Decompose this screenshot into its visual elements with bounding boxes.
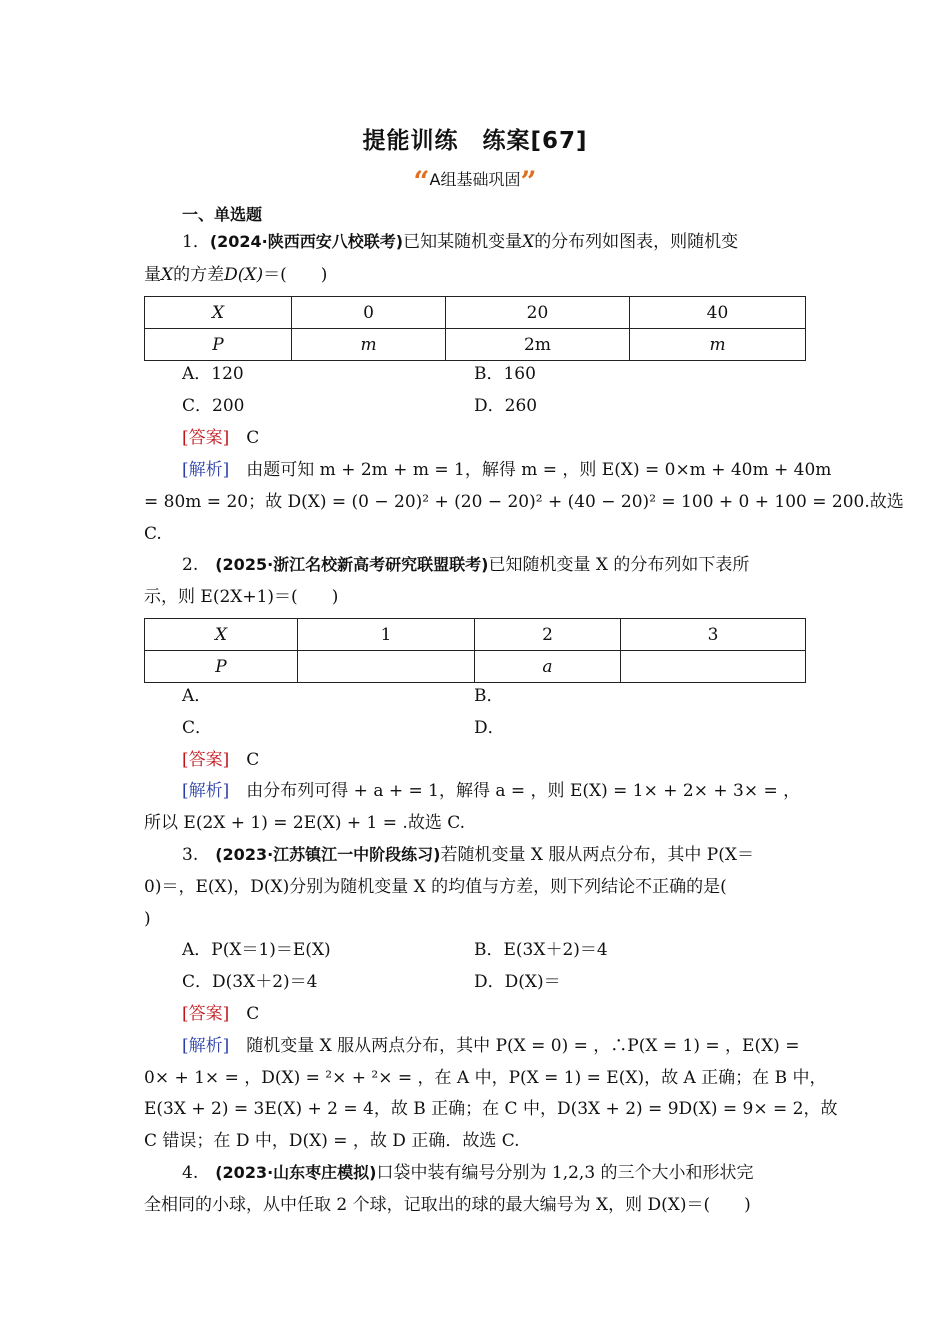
table-cell (145, 619, 298, 651)
table-cell (630, 329, 806, 361)
q3-number: 3. (182, 845, 199, 865)
q3-stem-line3: ) (144, 909, 151, 929)
q1-option-c: C．200 (182, 396, 245, 416)
q3-analysis-line4: C 错误；在 D 中，D(X) = ，故 D 正确．故选 C. (144, 1131, 520, 1151)
table-cell (145, 329, 292, 361)
q3-option-d: D．D(X)＝ (474, 972, 561, 992)
group-label: A组基础巩固 (429, 170, 521, 189)
q1-stem-line2-text: 量 (144, 265, 161, 285)
q3-stem-line1 (182, 844, 754, 866)
table-cell (298, 651, 475, 683)
q1-option-b: B．160 (474, 364, 536, 384)
q1-stem-e: ＝( ) (263, 265, 328, 285)
answer-value: C (246, 428, 260, 448)
q2-number: 2. (182, 555, 199, 575)
q2-stem-a: 已知随机变量 X 的分布列如下表所 (488, 555, 750, 575)
answer-label: [答案] (182, 1004, 230, 1024)
analysis-text: 随机变量 X 服从两点分布，其中 P(X = 0) = ，∴P(X = 1) = ，E(X) = (246, 1036, 800, 1056)
q1-source: (2024·陕西西安八校联考) (209, 232, 404, 251)
q2-stem-line1 (182, 554, 749, 576)
cell-text: P (215, 656, 227, 677)
table-cell (292, 329, 446, 361)
q2-option-a: A． (182, 686, 212, 706)
q4-stem-line2: 全相同的小球，从中任取 2 个球，记取出的球的最大编号为 X，则 D(X)＝( ) (144, 1195, 751, 1215)
q3-source: (2023·江苏镇江一中阶段练习) (215, 845, 441, 864)
q1-option-d: D．260 (474, 396, 538, 416)
analysis-text: 由分布列可得 + a + = 1，解得 a = ，则 E(X) = 1× + 2× + 3× = ， (246, 781, 801, 801)
group-heading (0, 165, 950, 198)
cell-text: m (709, 334, 726, 355)
q1-stem-line1 (182, 231, 738, 253)
table-cell: 20 (446, 297, 630, 329)
analysis-label: [解析] (182, 1036, 230, 1056)
table-row (145, 651, 806, 683)
q1-option-a: A．120 (182, 364, 244, 384)
q3-option-c: C．D(3X＋2)＝4 (182, 972, 318, 992)
answer-label: [答案] (182, 428, 230, 448)
analysis-label: [解析] (182, 460, 230, 480)
cell-text: X (211, 302, 225, 323)
q3-analysis-line1 (182, 1035, 799, 1057)
analysis-text: 由题可知 m + 2m + m = 1，解得 m = ，则 E(X) = 0×m + 40m + 40m (246, 460, 832, 480)
q4-stem-a: 口袋中装有编号分别为 1,2,3 的三个大小和形状完 (376, 1163, 754, 1183)
table-cell: 2 (475, 619, 621, 651)
q2-answer (182, 749, 259, 771)
q4-stem-line1 (182, 1162, 754, 1184)
q1-analysis-line3: C. (144, 524, 162, 544)
table-cell: 1 (298, 619, 475, 651)
q2-option-c: C． (182, 718, 213, 738)
q4-number: 4. (182, 1163, 199, 1183)
section-heading: 一、单选题 (182, 205, 263, 224)
table-row (145, 329, 806, 361)
table-cell: 2m (446, 329, 630, 361)
q3-stem-a: 若随机变量 X 服从两点分布，其中 P(X＝ (440, 845, 754, 865)
page-title: 提能训练 练案[67] (362, 128, 588, 154)
cell-text: m (360, 334, 377, 355)
q1-stem-b: 的分布列如图表，则随机变 (534, 232, 739, 252)
q1-distribution-table (144, 296, 806, 361)
table-cell (621, 651, 806, 683)
q1-analysis-line1 (182, 459, 831, 481)
q3-analysis-line2: 0× + 1× = ，D(X) = ²× + ²× = ，在 A 中，P(X = 1) = E(X)，故 A 正确；在 B 中， (144, 1068, 827, 1088)
table-cell: 0 (292, 297, 446, 329)
table-row (145, 297, 806, 329)
q1-stem-c: 的方差 (173, 265, 225, 285)
answer-value: C (246, 1004, 260, 1024)
q1-answer (182, 427, 259, 449)
q2-analysis-line2: 所以 E(2X + 1) = 2E(X) + 1 = .故选 C. (144, 813, 466, 833)
analysis-label: [解析] (182, 781, 230, 801)
q2-option-b: B． (474, 686, 504, 706)
cell-text: P (212, 334, 224, 355)
table-row (145, 619, 806, 651)
close-quote-icon: ” (520, 165, 537, 198)
q1-stem-line2 (144, 264, 327, 286)
q2-stem-line2: 示，则 E(2X+1)＝( ) (144, 587, 339, 607)
q3-answer (182, 1003, 259, 1025)
q1-number: 1． (182, 232, 210, 252)
cell-text: X (214, 624, 228, 645)
q3-option-a: A．P(X＝1)＝E(X) (182, 940, 331, 960)
q2-option-d: D． (474, 718, 505, 738)
q2-source: (2025·浙江名校新高考研究联盟联考) (215, 555, 489, 574)
answer-label: [答案] (182, 750, 230, 770)
q3-option-b: B．E(3X＋2)＝4 (474, 940, 608, 960)
q3-stem-line2: 0)＝，E(X)，D(X)分别为随机变量 X 的均值与方差，则下列结论不正确的是( (144, 877, 727, 897)
answer-value: C (246, 750, 260, 770)
q1-analysis-line2: = 80m = 20；故 D(X) = (0 − 20)² + (20 − 20)² + (40 − 20)² = 100 + 0 + 100 = 200.故选 (144, 492, 904, 512)
cell-text: a (542, 656, 553, 677)
q1-var-2: X (161, 265, 174, 285)
table-cell (475, 651, 621, 683)
open-quote-icon: “ (413, 165, 430, 198)
q2-analysis-line1 (182, 780, 800, 802)
q2-distribution-table (144, 618, 806, 683)
q1-stem-d: D(X) (224, 265, 264, 285)
q1-stem-a: 已知某随机变量 (403, 232, 523, 252)
q3-analysis-line3: E(3X + 2) = 3E(X) + 2 = 4，故 B 正确；在 C 中，D(3X + 2) = 9D(X) = 9× = 2，故 (144, 1099, 838, 1119)
table-cell (145, 297, 292, 329)
table-cell: 40 (630, 297, 806, 329)
q1-var: X (522, 232, 535, 252)
table-cell: 3 (621, 619, 806, 651)
q4-source: (2023·山东枣庄模拟) (215, 1163, 377, 1182)
table-cell (145, 651, 298, 683)
